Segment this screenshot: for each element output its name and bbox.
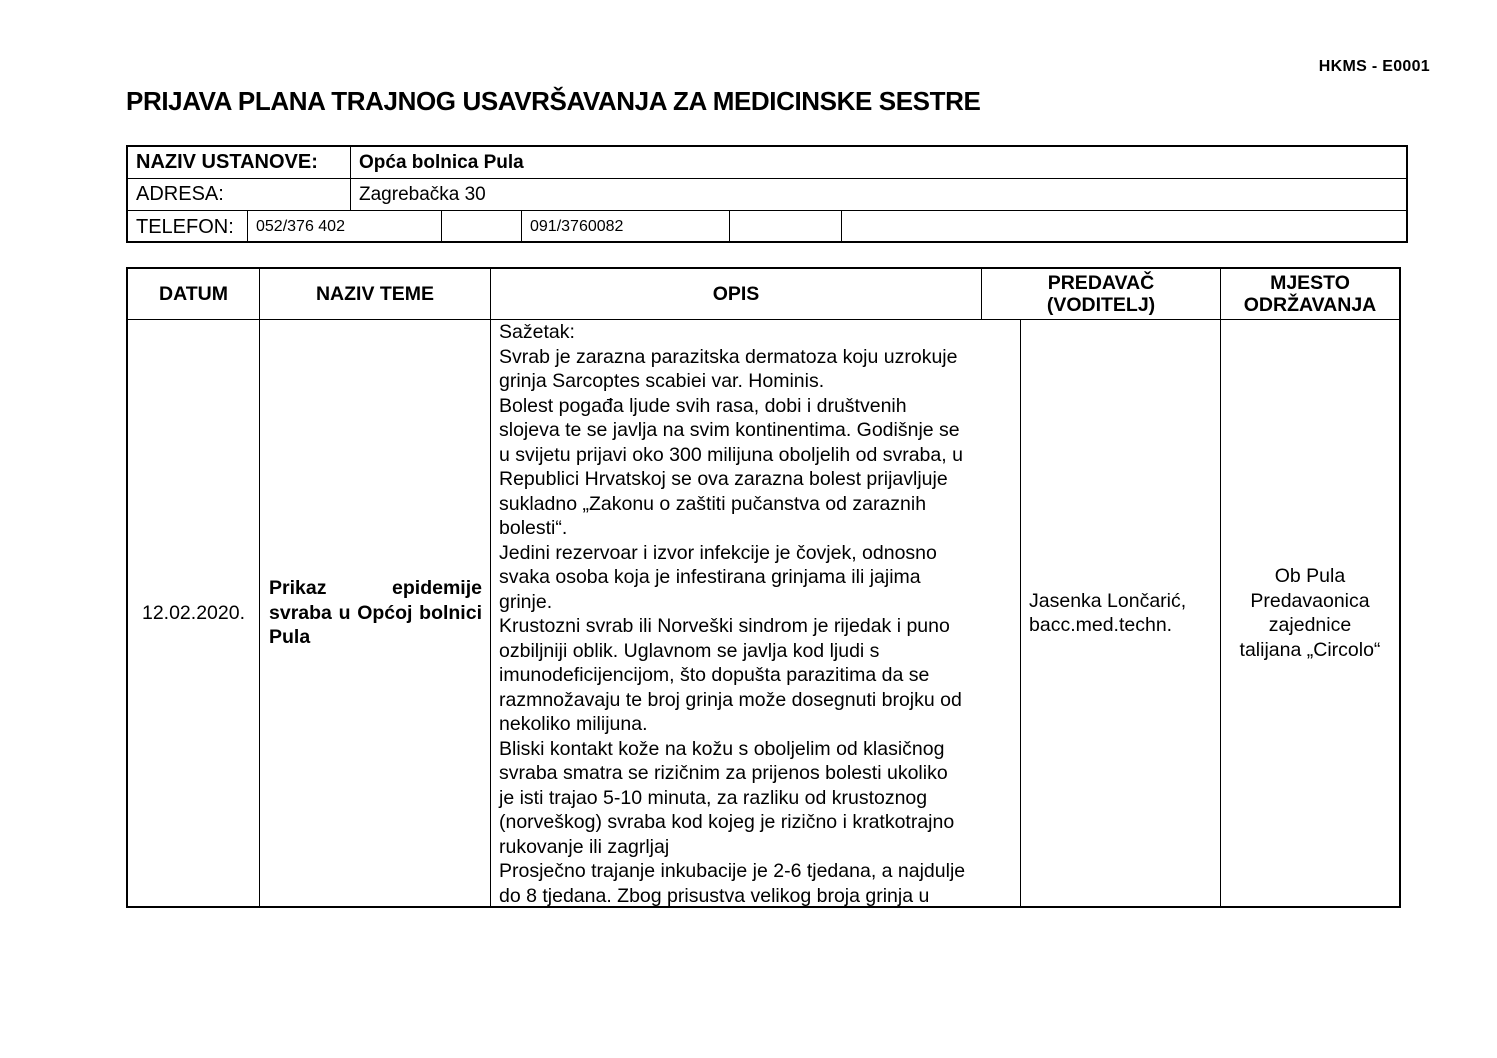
header-opis: OPIS bbox=[712, 283, 760, 305]
header-mjesto-line1: MJESTO bbox=[1270, 272, 1350, 294]
description-line: Krustozni svrab ili Norveški sindrom je rijedak i puno bbox=[499, 615, 950, 637]
description-line: svaka osoba koja je infestirana grinjama ili jajima bbox=[499, 566, 921, 588]
phone-cell-2 bbox=[442, 211, 522, 243]
lecturer-title: bacc.med.techn. bbox=[1029, 614, 1173, 636]
description-line: Jedini rezervoar i izvor infekcije je čovjek, odnosno bbox=[499, 541, 937, 564]
description-line: bolesti“. bbox=[499, 517, 568, 539]
institution-address-row bbox=[128, 179, 1406, 211]
description-line: Sažetak: bbox=[499, 321, 575, 343]
institution-table bbox=[126, 145, 1408, 243]
form-code: HKMS - E0001 bbox=[1318, 58, 1430, 75]
phone-cell-5 bbox=[842, 211, 1406, 243]
header-predavac bbox=[982, 269, 1220, 319]
description-line: Bliski kontakt kože na kožu s oboljelim od klasičnog bbox=[499, 737, 945, 760]
institution-address-label: ADRESA: bbox=[128, 179, 351, 210]
institution-phone-row bbox=[128, 211, 1406, 243]
description-line: sukladno „Zakonu o zaštiti pučanstva od zaraznih bbox=[499, 492, 927, 515]
venue-line: Predavaonica bbox=[1250, 589, 1370, 612]
description-line: grinje. bbox=[499, 590, 553, 613]
header-mjesto bbox=[1221, 269, 1399, 319]
description-line: rukovanje ili zagrljaj bbox=[499, 835, 670, 858]
header-datum: DATUM bbox=[159, 283, 228, 305]
description-line: do 8 tjedana. Zbog prisustva velikog broja grinja u bbox=[499, 884, 930, 906]
description-line: nekoliko milijuna. bbox=[499, 713, 648, 735]
venue-line: zajednice bbox=[1268, 614, 1352, 636]
cell-naziv-teme bbox=[260, 320, 490, 906]
cell-mjesto bbox=[1221, 320, 1399, 906]
venue-line: talijana „Circolo“ bbox=[1239, 638, 1381, 661]
institution-name-value: Opća bolnica Pula bbox=[359, 151, 524, 173]
description-line: Bolest pogađa ljude svih rasa, dobi i društvenih bbox=[499, 394, 907, 417]
description-line: razmnožavaju te broj grinja može dosegnuti brojku od bbox=[499, 688, 962, 711]
header-predavac-line2: (VODITELJ) bbox=[1046, 294, 1156, 316]
description-line: Svrab je zarazna parazitska dermatoza koju uzrokuje bbox=[499, 345, 958, 368]
institution-phone-label: TELEFON: bbox=[128, 211, 248, 243]
description-line: imunodeficijencijom, što dopušta parazitima da se bbox=[499, 664, 930, 686]
header-naziv-teme: NAZIV TEME bbox=[315, 283, 435, 305]
cell-predavac bbox=[1021, 320, 1220, 906]
cell-datum: 12.02.2020. bbox=[141, 601, 245, 624]
phone-cell-1: 052/376 402 bbox=[248, 211, 442, 243]
phone-cell-3: 091/3760082 bbox=[522, 211, 730, 243]
phone-cell-4 bbox=[730, 211, 842, 243]
page-title: PRIJAVA PLANA TRAJNOG USAVRŠAVANJA ZA MEDICINSKE SESTRE bbox=[126, 86, 981, 116]
header-predavac-line1: PREDAVAČ bbox=[1047, 272, 1155, 294]
description-line: Prosječno trajanje inkubacije je 2-6 tjedana, a najdulje bbox=[499, 860, 966, 882]
description-line: u svijetu prijavi oko 300 milijuna oboljelih od svraba, u bbox=[499, 443, 963, 466]
topic-title: Prikaz epidemije svraba u Općoj bolnici Pula bbox=[269, 577, 482, 649]
header-mjesto-line2: ODRŽAVANJA bbox=[1243, 294, 1377, 316]
description-line: (norveškog) svraba kod kojeg je rizično i kratkotrajno bbox=[499, 811, 955, 833]
institution-address-value: Zagrebačka 30 bbox=[359, 183, 486, 205]
description-line: ozbiljniji oblik. Uglavnom se javlja kod ljudi s bbox=[499, 639, 880, 662]
lecturer-name: Jasenka Lončarić, bbox=[1029, 589, 1187, 612]
description-line: Republici Hrvatskoj se ova zarazna bolest prijavljuje bbox=[499, 468, 948, 490]
education-plan-table bbox=[126, 267, 1401, 908]
description-line: svraba smatra se rizičnim za prijenos bolesti ukoliko bbox=[499, 762, 948, 784]
institution-name-row bbox=[128, 147, 1406, 179]
description-line: grinja Sarcoptes scabiei var. Hominis. bbox=[499, 370, 825, 392]
description-line: je isti trajao 5-10 minuta, za razliku od krustoznog bbox=[499, 786, 928, 809]
cell-opis bbox=[491, 320, 1020, 906]
venue-line: Ob Pula bbox=[1274, 565, 1346, 587]
institution-name-label: NAZIV USTANOVE: bbox=[128, 147, 351, 178]
description-line: slojeva te se javlja na svim kontinentima. Godišnje se bbox=[499, 419, 960, 441]
